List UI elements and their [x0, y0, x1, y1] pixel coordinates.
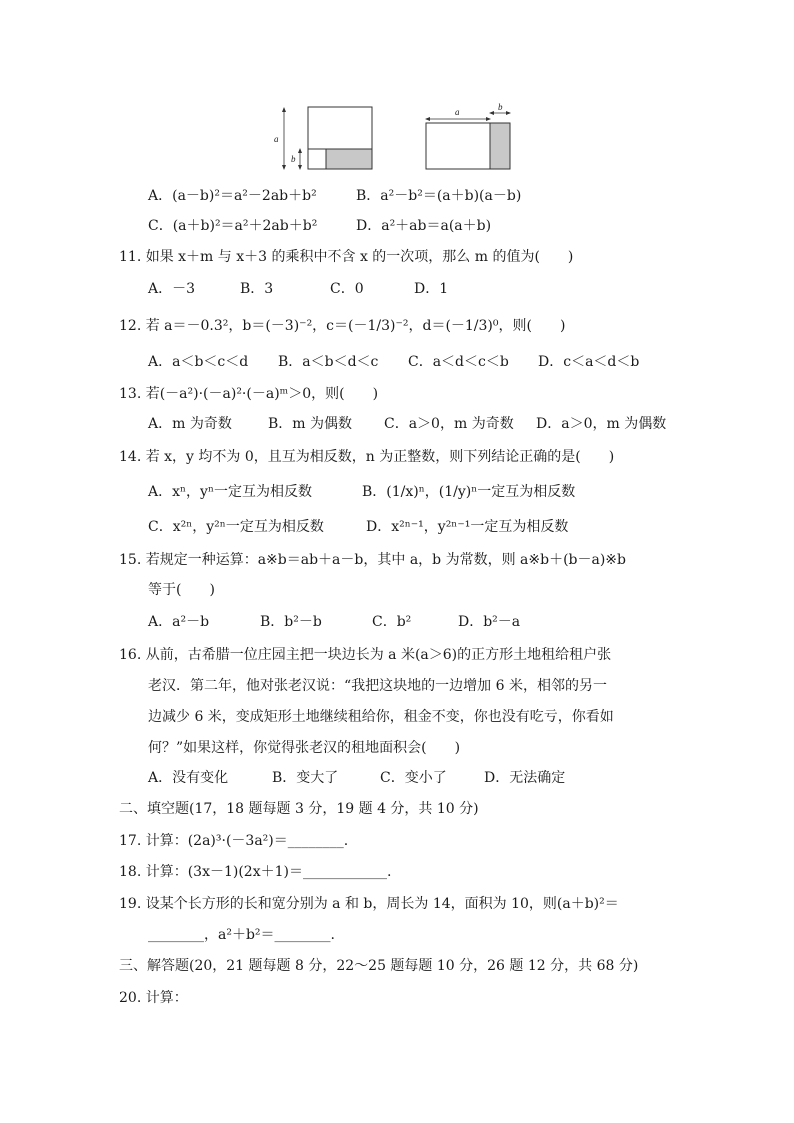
q15-option-b: B．b²－b: [260, 614, 322, 630]
q12-option-a: A．a＜b＜c＜d: [148, 354, 249, 370]
q12-option-b: B．a＜b＜d＜c: [278, 354, 379, 370]
q19-line2: ________，a²＋b²＝________.: [148, 927, 335, 943]
q16-option-b: B．变大了: [272, 770, 339, 786]
q10-option-d: D．a²＋ab＝a(a＋b): [356, 218, 492, 234]
figure-right: [420, 103, 515, 173]
q14-option-a: A．xⁿ，yⁿ一定互为相反数: [148, 484, 313, 500]
figure-left: [272, 103, 377, 173]
figure-right-label-a: a: [455, 107, 460, 117]
q12-option-d: D．c＜a＜d＜b: [538, 354, 640, 370]
q16-line4: 何？”如果这样，你觉得张老汉的租地面积会( ): [148, 740, 461, 756]
q13-option-a: A．m 为奇数: [148, 416, 232, 432]
q12-option-c: C．a＜d＜c＜b: [408, 354, 509, 370]
q15-stem-line1: 15. 若规定一种运算：a※b＝ab＋a－b，其中 a，b 为常数，则 a※b＋(b－a)※b: [119, 552, 626, 568]
q16-option-c: C．变小了: [380, 770, 447, 786]
q11-option-b: B．3: [240, 281, 274, 297]
q14-option-c: C．x²ⁿ，y²ⁿ一定互为相反数: [148, 519, 324, 535]
q16-option-a: A．没有变化: [148, 770, 229, 786]
q13-option-d: D．a＞0，m 为偶数: [536, 416, 667, 432]
section2-title: 二、填空题(17，18 题每题 3 分，19 题 4 分，共 10 分): [119, 801, 479, 817]
q14-option-b: B．(1/x)ⁿ，(1/y)ⁿ一定互为相反数: [362, 484, 576, 500]
q16-line2: 老汉．第二年，他对张老汉说：“我把这块地的一边增加 6 米，相邻的另一: [148, 678, 607, 694]
q11-option-c: C．0: [330, 281, 364, 297]
q15-option-d: D．b²－a: [458, 614, 521, 630]
q16-line1: 16. 从前，古希腊一位庄园主把一块边长为 a 米(a＞6)的正方形土地租给租户张: [119, 647, 612, 663]
q11-option-a: A．－3: [148, 281, 196, 297]
section3-title: 三、解答题(20，21 题每题 8 分，22～25 题每题 10 分，26 题 12 分，共 68 分): [119, 958, 639, 974]
figure-left-label-a: a: [274, 134, 279, 144]
q13-option-b: B．m 为偶数: [268, 416, 353, 432]
q19-line1: 19. 设某个长方形的长和宽分别为 a 和 b，周长为 14，面积为 10，则(a＋b)²＝: [119, 896, 619, 912]
q18-text: 18. 计算：(3x－1)(2x＋1)＝____________.: [119, 864, 392, 880]
q10-option-a: A．(a－b)²＝a²－2ab＋b²: [148, 188, 317, 204]
q11-stem: 11. 如果 x＋m 与 x＋3 的乘积中不含 x 的一次项，那么 m 的值为( ): [119, 249, 574, 265]
q15-stem-line2: 等于( ): [148, 582, 215, 598]
q13-stem: 13. 若(－a²)·(－a)²·(－a)ᵐ＞0，则( ): [119, 386, 379, 402]
q12-stem: 12. 若 a＝－0.3²，b＝(－3)⁻²，c＝(－1/3)⁻²，d＝(－1/3)⁰，则( ): [119, 318, 566, 334]
q10-option-c: C．(a＋b)²＝a²＋2ab＋b²: [148, 218, 318, 234]
q16-option-d: D．无法确定: [484, 770, 566, 786]
figure-left-label-b: b: [291, 154, 296, 164]
q10-option-b: B．a²－b²＝(a＋b)(a－b): [356, 188, 522, 204]
q15-option-c: C．b²: [372, 614, 412, 630]
q20-text: 20. 计算：: [119, 990, 188, 1006]
q15-option-a: A．a²－b: [148, 614, 210, 630]
q16-line3: 边减少 6 米，变成矩形土地继续租给你，租金不变，你也没有吃亏，你看如: [148, 709, 614, 725]
q17-text: 17. 计算：(2a)³·(－3a²)＝________.: [119, 833, 349, 849]
q14-option-d: D．x²ⁿ⁻¹，y²ⁿ⁻¹一定互为相反数: [366, 519, 569, 535]
q11-option-d: D．1: [414, 281, 449, 297]
q14-stem: 14. 若 x，y 均不为 0，且互为相反数，n 为正整数，则下列结论正确的是( ): [119, 449, 615, 465]
q13-option-c: C．a＞0，m 为奇数: [384, 416, 514, 432]
figure-right-label-b: b: [498, 103, 503, 112]
